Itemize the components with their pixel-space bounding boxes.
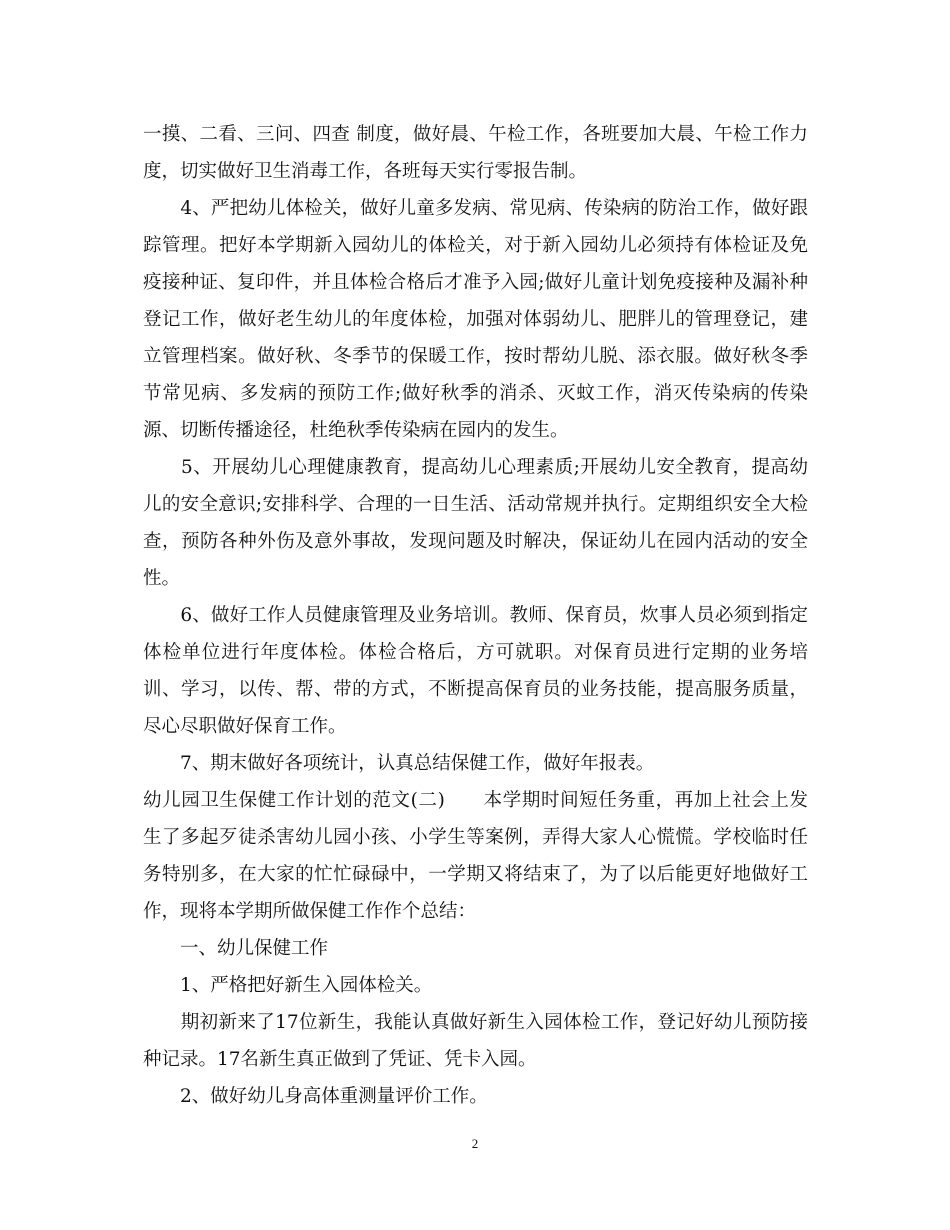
text-line: 4、严把幼儿体检关，做好儿童多发病、常见病、传染病的防治工作，做好跟 (143, 198, 808, 219)
subsection-heading: 1、严格把好新生入园体检关。 (143, 975, 433, 996)
text-line: 生了多起歹徒杀害幼儿园小孩、小学生等案例，弄得大家人心慌慌。学校临时任 (143, 827, 808, 848)
text-line: 务特别多，在大家的忙忙碌碌中，一学期又将结束了，为了以后能更好地做好工 (143, 864, 808, 885)
text-line: 作，现将本学期所做保健工作作个总结： (143, 901, 477, 922)
text-line: 训、学习，以传、帮、带的方式，不断提高保育员的业务技能，提高服务质量， (143, 679, 808, 700)
text-line: 源、切断传播途径，杜绝秋季传染病在园内的发生。 (143, 420, 569, 441)
text-line: 度，切实做好卫生消毒工作，各班每天实行零报告制。 (143, 161, 588, 182)
text-line: 立管理档案。做好秋、冬季节的保暖工作，按时帮幼儿脱、添衣服。做好秋冬季 (143, 346, 808, 367)
text-line: 查，预防各种外伤及意外事故，发现问题及时解决，保证幼儿在园内活动的安全 (143, 531, 808, 552)
section-heading: 一、幼儿保健工作 (143, 938, 329, 959)
text-line: 尽心尽职做好保育工作。 (143, 716, 347, 737)
text-line: 性。 (143, 568, 181, 589)
text-line: 一摸、二看、三问、四查 制度，做好晨、午检工作，各班要加大晨、午检工作力 (143, 124, 808, 145)
subsection-heading: 2、做好幼儿身高体重测量评价工作。 (143, 1086, 488, 1107)
text-line: 体检单位进行年度体检。体检合格后，方可就职。对保育员进行定期的业务培 (143, 642, 808, 663)
text-line: 踪管理。把好本学期新入园幼儿的体检关，对于新入园幼儿必须持有体检证及免 (143, 235, 808, 256)
text-line: 登记工作，做好老生幼儿的年度体检，加强对体弱幼儿、肥胖儿的管理登记，建 (143, 309, 808, 330)
page-number: 2 (471, 1136, 479, 1151)
text-line: 幼儿园卫生保健工作计划的范文(二) 本学期时间短任务重，再加上社会上发 (143, 790, 808, 811)
text-line: 儿的安全意识;安排科学、合理的一日生活、活动常规并执行。定期组织安全大检 (143, 494, 808, 515)
text-line: 种记录。17名新生真正做到了凭证、凭卡入园。 (143, 1049, 537, 1070)
text-line: 5、开展幼儿心理健康教育，提高幼儿心理素质;开展幼儿安全教育，提高幼 (143, 457, 808, 478)
text-line: 期初新来了17位新生，我能认真做好新生入园体检工作，登记好幼儿预防接 (143, 1012, 808, 1033)
text-line: 6、做好工作人员健康管理及业务培训。教师、保育员，炊事人员必须到指定 (143, 605, 808, 626)
text-line: 7、期末做好各项统计，认真总结保健工作，做好年报表。 (143, 753, 655, 774)
text-line: 节常见病、多发病的预防工作;做好秋季的消杀、灭蚊工作，消灭传染病的传染 (143, 383, 808, 404)
document-body (143, 116, 808, 1115)
text-line: 疫接种证、复印件，并且体检合格后才准予入园;做好儿童计划免疫接种及漏补种 (143, 272, 808, 293)
